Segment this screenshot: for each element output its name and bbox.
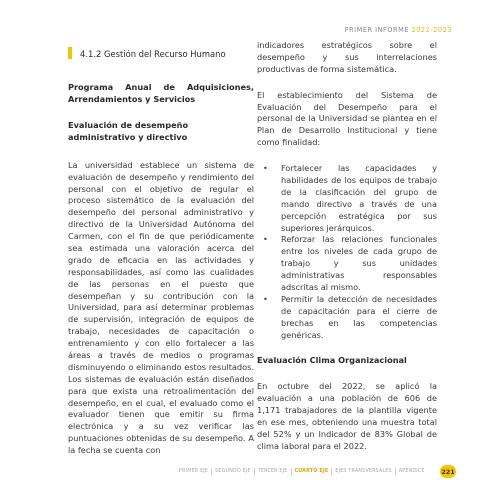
nav-ejes-transversales[interactable]: EJES TRANSVERSALES [331,468,394,476]
nav-primer-eje[interactable]: PRIMER EJE [179,469,209,474]
nav-cuarto-eje[interactable]: CUARTO EJE [291,468,332,476]
page-number: 221 [440,465,456,478]
continuation-paragraph: indicadores estratégicos sobre el desempeño y sus interrelaciones productivas de forma sistemática. [257,40,437,74]
climate-title: Evaluación Clima Organizacional [257,355,407,366]
section-heading [68,48,254,60]
report-header [345,26,452,34]
climate-paragraph: En octubre del 2022, se aplicó la evaluación a una población de 606 de 1,171 trabajadores de la plantilla vigente en ese mes, obteniendo una muestra total del 52% y un Indicador de 83% Global de clima laboral para el 2022. [257,381,437,451]
left-column [68,40,254,457]
intro-paragraph: El establecimiento del Sistema de Evaluación del Desempeño para el personal de la Universidad se plantea en el Plan de Desarrollo Institucional y tiene como finalidad: [257,89,437,148]
evaluation-paragraph: La universidad establece un sistema de evaluación de desempeño y rendimiento del personal con el objetivo de regular el proceso sistemático de la evaluación del desempeño del personal administrativo y directivo de la Universidad Autónoma del Carmen, con el fin de que periódicamente sea estimada una valoración acerca del grado de eficacia en las actividades y responsabilidades, así como las cualidades de las personas en el puesto que desempeñan y su contribución con la Universidad, para así determinar problemas de supervisión, integración de equipos de trabajo, necesidades de capacitación o entrenamiento y con ello fortalecer a las áreas a través de medios o programas disminuyendo o eliminando estos resultados. Los sistemas de evaluación están diseñados para que exista una retroalimentación del desempeño, en el cual, el evaluado como el evaluador tienen que emitir su firma electrónica y a su vez verificar las puntuaciones obtenidas de su desempeño. A la fecha se cuenta con [68,159,254,456]
nav-tercer-eje[interactable]: TERCER EJE [254,468,291,476]
report-title: PRIMER INFORME [344,26,409,34]
list-item: • Permitir la detección de necesidades de capacitación para el cierre de brechas en las competencias genéricas. [275,294,437,342]
program-title: Programa Anual de Adquisiciones, Arrendamientos y Servicios [68,82,254,105]
nav-segundo-eje[interactable]: SEGUNDO EJE [211,468,254,476]
purpose-list [257,163,437,341]
list-item: • Reforzar las relaciones funcionales entre los niveles de cada grupo de trabajo y sus unidades administrativas responsables adscritas al mismo. [275,234,437,293]
report-year: 2022-2023 [411,26,452,34]
evaluation-subtitle: Evaluación de desempeño administrativo y directivo [68,119,189,142]
right-column [257,40,437,453]
footer-nav [176,467,428,477]
section-marker [68,47,72,59]
list-item: • Fortalecer las capacidades y habilidades de los equipos de trabajo de la clasificación del grupo de mando directivo a través de una percepción estratégica por sus superiores jerárquicos. [275,163,437,234]
nav-apendice[interactable]: APÉNDICE [395,468,428,476]
section-title: 4.1.2 Gestión del Recurso Humano [80,49,226,59]
